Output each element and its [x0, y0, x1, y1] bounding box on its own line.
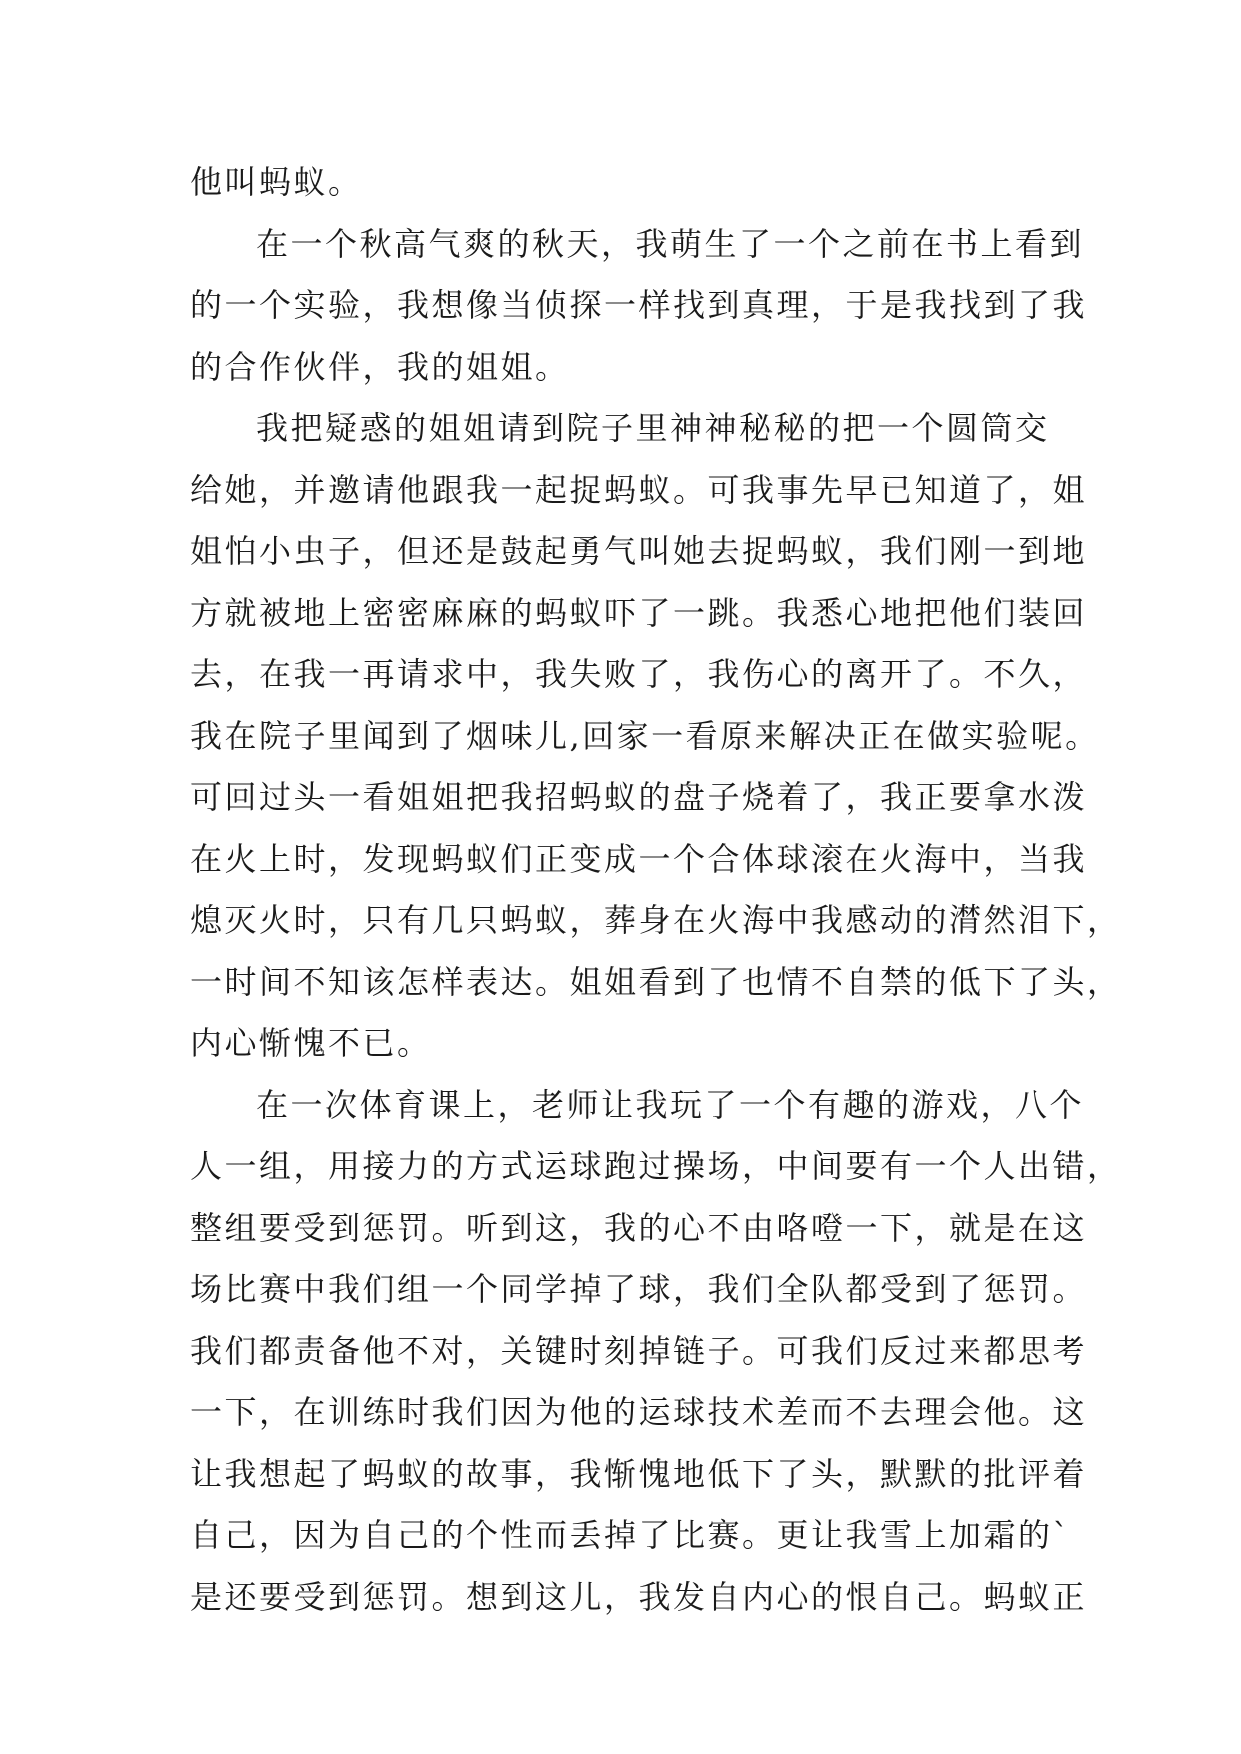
text-line-17: 人一组，用接力的方式运球跑过操场，中间要有一个人出错，	[190, 1147, 1122, 1185]
text-line-2: 在一个秋高气爽的秋天，我萌生了一个之前在书上看到	[256, 224, 1085, 263]
text-line-4: 的合作伙伴，我的姐姐。	[190, 347, 570, 386]
text-line-19: 场比赛中我们组一个同学掉了球，我们全队都受到了惩罚。	[190, 1270, 1088, 1308]
text-line-6: 给她，并邀请他跟我一起捉蚂蚁。可我事先早已知道了，姐	[190, 470, 1088, 509]
text-line-22: 让我想起了蚂蚁的故事，我惭愧地低下了头，默默的批评着	[190, 1454, 1088, 1493]
text-line-5: 我把疑惑的姐姐请到院子里神神秘秘的把一个圆筒交	[256, 409, 1050, 447]
text-line-15: 内心惭愧不已。	[190, 1024, 432, 1062]
text-line-21: 一下，在训练时我们因为他的运球技术差而不去理会他。这	[190, 1393, 1088, 1431]
text-line-14: 一时间不知该怎样表达。姐姐看到了也情不自禁的低下了头，	[190, 962, 1122, 1001]
text-line-16: 在一次体育课上，老师让我玩了一个有趣的游戏，八个	[256, 1085, 1085, 1124]
text-line-12: 在火上时，发现蚂蚁们正变成一个合体球滚在火海中，当我	[190, 839, 1088, 878]
text-line-18: 整组要受到惩罚。听到这，我的心不由咯噔一下，就是在这	[190, 1208, 1088, 1247]
text-line-8: 方就被地上密密麻麻的蚂蚁吓了一跳。我悉心地把他们装回	[190, 593, 1088, 632]
text-line-11: 可回过头一看姐姐把我招蚂蚁的盘子烧着了，我正要拿水泼	[190, 778, 1088, 816]
text-line-1: 他叫蚂蚁。	[190, 163, 363, 201]
text-line-9: 去，在我一再请求中，我失败了，我伤心的离开了。不久，	[190, 655, 1088, 693]
text-line-20: 我们都责备他不对，关键时刻掉链子。可我们反过来都思考	[190, 1331, 1088, 1370]
text-line-7: 姐怕小虫子，但还是鼓起勇气叫她去捉蚂蚁，我们刚一到地	[190, 532, 1088, 570]
text-line-24: 是还要受到惩罚。想到这儿，我发自内心的恨自己。蚂蚁正	[190, 1577, 1088, 1616]
essay-body	[190, 152, 1122, 1628]
text-line-3: 的一个实验，我想像当侦探一样找到真理，于是我找到了我	[190, 286, 1088, 324]
text-line-23: 自己，因为自己的个性而丢掉了比赛。更让我雪上加霜的`	[190, 1516, 1072, 1554]
text-line-13: 熄灭火时，只有几只蚂蚁，葬身在火海中我感动的潸然泪下，	[190, 901, 1122, 939]
text-line-10: 我在院子里闻到了烟味儿,回家一看原来解决正在做实验呢。	[190, 716, 1100, 755]
